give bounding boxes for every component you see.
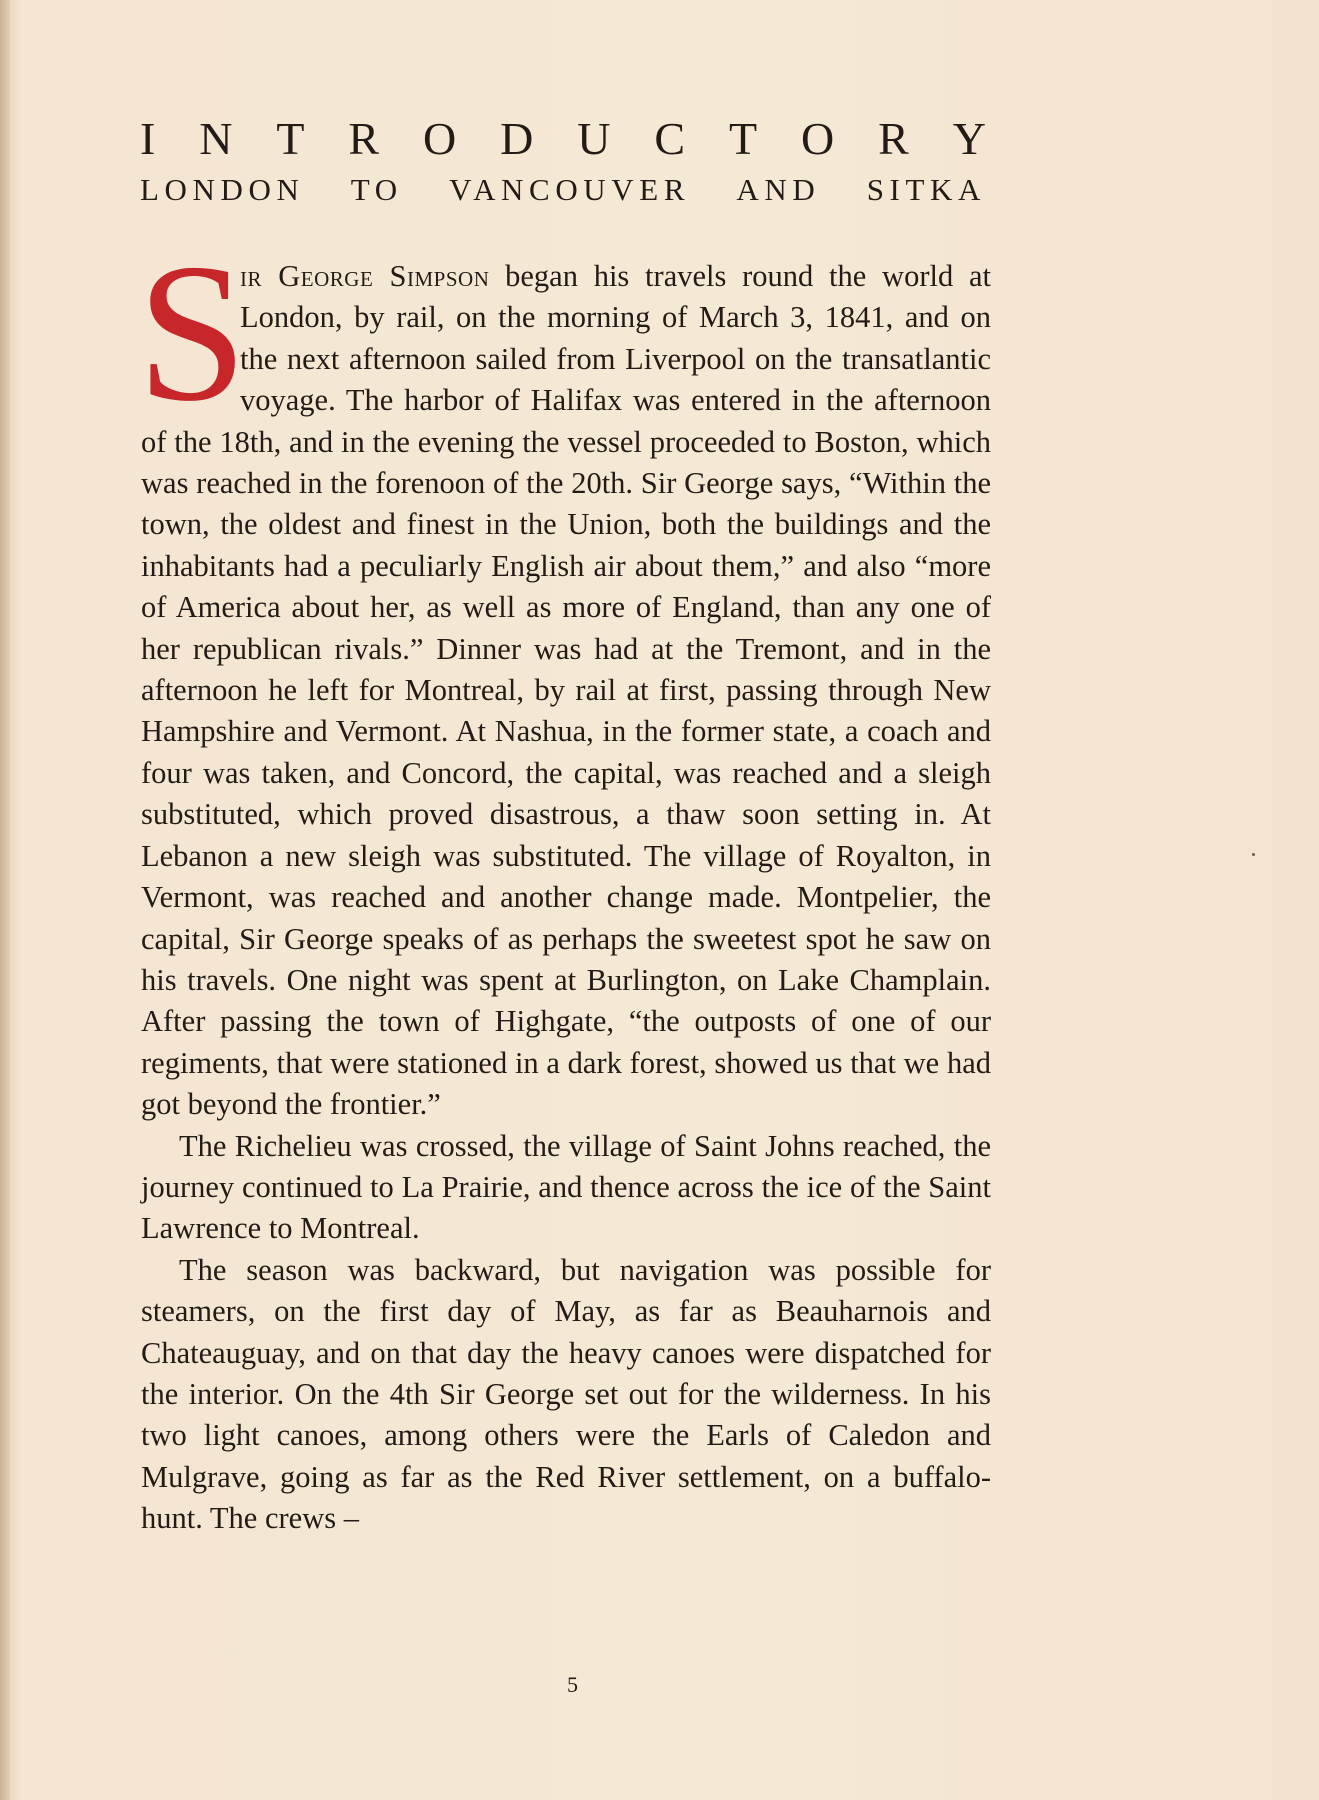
title-letter: I (140, 113, 156, 164)
title-letter: R (348, 113, 380, 164)
title-letter: O (422, 113, 457, 164)
paragraph-text: began his travels round the world at London, by rail, on the morning of March 3, 1841, and on the next afternoon sailed from Liverpool on the transatlantic voyage. The harbor of Halifax was entered in the afternoon of the 18th, and in the evening the vessel proceeded to Boston, which was reached in the forenoon of the 20th. Sir George says, “Within the town, the oldest and finest in the Union, both the buildings and the inhabitants had a peculiarly English air about them,” and also “more of America about her, as well as more of England, than any one of her republican rivals.” Dinner was had at the Tremont, and in the afternoon he left for Montreal, by rail at first, passing through New Hampshire and Vermont. At Nashua, in the former state, a coach and four was taken, and Concord, the capital, was reached and a sleigh substituted, which proved disastrous, a thaw soon setting in. At Lebanon a new sleigh was substituted. The village of Royalton, in Vermont, was reached and another change made. Montpelier, the capital, Sir George speaks of as perhaps the sweetest spot he saw on his travels. One night was spent at Burlington, on Lake Champlain. After passing the town of Highgate, “the outposts of one of our regiments, that were stationed in a dark forest, showed us that we had got beyond the frontier.” (141, 259, 991, 1122)
title-letter: O (801, 113, 835, 164)
drop-cap: S (137, 223, 248, 442)
subtitle-word: LONDON (140, 172, 305, 207)
title-letter: U (577, 113, 611, 164)
title-letter: D (500, 113, 534, 164)
subtitle-word: SITKA (866, 172, 986, 207)
paragraph (137, 223, 991, 1126)
title-letter: T (729, 113, 758, 164)
title-letter: C (654, 113, 686, 164)
subtitle-word: AND (736, 172, 821, 207)
title-letter: R (878, 113, 909, 164)
page-number: 5 (567, 1672, 578, 1697)
title-letter: N (199, 113, 233, 164)
paper-speck (1252, 853, 1255, 856)
title-letter: Y (952, 113, 986, 164)
paragraph: The Richelieu was crossed, the village of Saint Johns reached, the journey continued to La Prairie, and thence across the ice of the Saint Lawrence to Montreal. (141, 1128, 991, 1246)
body-text (137, 223, 991, 1540)
paragraph: The season was backward, but navigation was possible for steamers, on the first day of May, as far as Beauharnois and Chateauguay, and on that day the heavy canoes were dispatched for the interior. On the 4th Sir George set out for the wilderness. In his two light canoes, among others were the Earls of Caledon and Mulgrave, going as far as the Red River settlement, on a buffalo-hunt. The crews – (141, 1252, 991, 1536)
title-letter: T (276, 113, 305, 164)
opening-small-caps: ir George Simpson (240, 259, 490, 293)
subtitle-word: VANCOUVER (449, 172, 691, 207)
page-gutter-edge (0, 0, 10, 1800)
chapter-title (140, 112, 986, 166)
subtitle-word: TO (350, 172, 403, 207)
chapter-subtitle (140, 170, 986, 210)
